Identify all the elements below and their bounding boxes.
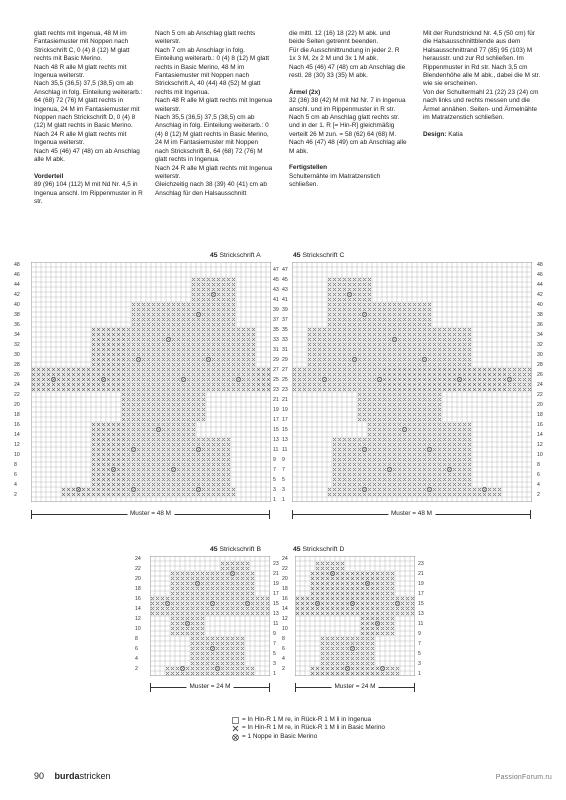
row-number: 4	[14, 481, 17, 488]
row-number: 13	[418, 610, 424, 617]
text-column-1	[34, 30, 144, 207]
row-number: 21	[273, 570, 279, 577]
row-number: 16	[135, 595, 141, 602]
row-number: 28	[537, 361, 543, 368]
row-number: 15	[418, 600, 424, 607]
row-number: 2	[14, 491, 17, 498]
row-number: 14	[135, 605, 141, 612]
row-number: 11	[282, 446, 288, 453]
paragraph: 32 (36) 38 (42) M mit Nd Nr. 7 in Ingenua anschl. und im Rippenmuster in R str.	[289, 97, 406, 113]
page-footer	[34, 771, 111, 781]
row-number: 1	[273, 496, 276, 503]
row-number: 25	[282, 376, 288, 383]
row-number: 2	[135, 665, 138, 672]
row-number: 12	[537, 441, 543, 448]
row-number: 5	[273, 476, 276, 483]
row-number: 9	[282, 456, 285, 463]
row-number: 10	[537, 451, 543, 458]
row-number: 12	[14, 441, 20, 448]
row-number: 28	[14, 361, 20, 368]
cross-icon	[232, 725, 239, 732]
row-number: 18	[135, 585, 141, 592]
chart-title-b: 45 Strickschrift B	[210, 546, 261, 553]
row-number: 32	[537, 341, 543, 348]
stitch-grid	[295, 556, 415, 676]
row-number: 9	[418, 630, 421, 637]
row-number: 10	[135, 625, 141, 632]
row-number: 40	[14, 301, 20, 308]
row-number: 34	[14, 331, 20, 338]
text-column-4	[423, 30, 545, 139]
row-number: 29	[273, 356, 279, 363]
stitch-grid	[150, 556, 270, 676]
row-number: 7	[282, 466, 285, 473]
row-number: 19	[273, 580, 279, 587]
chart-legend	[232, 716, 385, 741]
row-number: 1	[418, 670, 421, 677]
row-number: 38	[14, 311, 20, 318]
row-number: 16	[14, 421, 20, 428]
row-number: 47	[273, 266, 279, 273]
row-number: 8	[537, 461, 540, 468]
row-number: 4	[135, 655, 138, 662]
row-number: 10	[14, 451, 20, 458]
row-number: 16	[282, 595, 288, 602]
knitting-chart-b	[150, 556, 270, 676]
row-number: 45	[273, 276, 279, 283]
row-number: 15	[273, 426, 279, 433]
row-number: 16	[537, 421, 543, 428]
row-number: 35	[282, 326, 288, 333]
row-number: 23	[273, 386, 279, 393]
row-number: 6	[14, 471, 17, 478]
row-number: 41	[273, 296, 279, 303]
design-name: Katia	[448, 130, 463, 138]
row-number: 6	[282, 645, 285, 652]
row-number: 14	[282, 605, 288, 612]
row-number: 44	[537, 281, 543, 288]
row-number: 47	[282, 266, 288, 273]
row-number: 4	[537, 481, 540, 488]
row-number: 42	[537, 291, 543, 298]
row-number: 6	[537, 471, 540, 478]
row-number: 39	[273, 306, 279, 313]
row-number: 43	[282, 286, 288, 293]
stitch-grid	[292, 262, 532, 502]
chart-title-c: 45 Strickschrift C	[293, 252, 345, 259]
paragraph: Nach 24 R alle M glatt rechts mit Ingenua weiterstr.	[155, 164, 273, 180]
repeat-indicator-b	[150, 683, 270, 693]
paragraph: Nach 48 R alle M glatt rechts mit Ingenua weiterstr.	[155, 97, 273, 113]
design-credit	[423, 131, 545, 139]
row-number: 5	[418, 650, 421, 657]
section-heading-aermel: Ärmel (2x)	[289, 88, 321, 96]
row-number: 9	[273, 630, 276, 637]
row-number: 8	[135, 635, 138, 642]
watermark: PassionForum.ru	[495, 774, 552, 781]
row-number: 18	[14, 411, 20, 418]
knitting-chart-d	[295, 556, 415, 676]
row-number: 30	[537, 351, 543, 358]
row-number: 14	[14, 431, 20, 438]
row-number: 45	[282, 276, 288, 283]
section-heading-vorderteil: Vorderteil	[34, 172, 64, 180]
paragraph: Nach 46 (47) 48 (49) cm ab Anschlag alle M abk.	[289, 139, 407, 155]
row-number: 31	[282, 346, 288, 353]
repeat-label: Muster = 24 M	[331, 683, 378, 691]
row-number: 26	[14, 371, 20, 378]
design-label: Design:	[423, 130, 447, 138]
legend-item-basic-merino: = In Hin-R 1 M re, in Rück-R 1 M li in Basic Merino	[232, 724, 385, 732]
row-number: 20	[14, 401, 20, 408]
row-number: 24	[135, 555, 141, 562]
row-number: 23	[418, 560, 424, 567]
row-number: 17	[273, 590, 279, 597]
paragraph: Von der Schultermahl 21 (22) 23 (24) cm nach links und rechts messen und die Ärmel annähen. Seiten- und Ärmelnähte im Matratzenstich schließen.	[423, 88, 539, 122]
row-number: 15	[282, 426, 288, 433]
row-number: 3	[418, 660, 421, 667]
row-number: 23	[282, 386, 288, 393]
legend-item-noppe: = 1 Noppe in Basic Merino	[232, 733, 385, 741]
row-number: 3	[273, 486, 276, 493]
row-number: 1	[282, 496, 285, 503]
repeat-indicator-d	[295, 683, 415, 693]
paragraph: Für die Ausschnittrundung in jeder 2. R 1x 3 M, 2x 2 M und 3x 1 M abk.	[289, 46, 400, 63]
row-number: 18	[537, 411, 543, 418]
repeat-label: Muster = 24 M	[186, 683, 233, 691]
row-number: 13	[273, 610, 279, 617]
row-number: 25	[273, 376, 279, 383]
row-number: 29	[282, 356, 288, 363]
paragraph: Gleichzeitig nach 38 (39) 40 (41) cm ab Anschlag für den Halsausschnitt	[155, 181, 267, 197]
row-number: 22	[282, 565, 288, 572]
paragraph: glatt rechts mit Ingenua, 48 M im Fantasiemuster mit Noppen nach Strickschrift C, 0 (4) 8 (12) M glatt rechts mit Basic Merino.	[34, 30, 130, 63]
row-number: 48	[14, 261, 20, 268]
brand-logo-rest: stricken	[79, 771, 111, 781]
row-number: 40	[537, 301, 543, 308]
row-number: 39	[282, 306, 288, 313]
row-number: 34	[537, 331, 543, 338]
row-number: 22	[14, 391, 20, 398]
row-number: 4	[282, 655, 285, 662]
row-number: 5	[282, 476, 285, 483]
row-number: 27	[282, 366, 288, 373]
paragraph: Schulternähte im Matratzenstich schließen.	[289, 172, 381, 189]
circled-cross-icon	[232, 734, 239, 741]
row-number: 17	[282, 416, 288, 423]
row-number: 44	[14, 281, 20, 288]
row-number: 26	[537, 371, 543, 378]
row-number: 21	[282, 396, 288, 403]
row-number: 35	[273, 326, 279, 333]
row-number: 33	[282, 336, 288, 343]
row-number: 13	[273, 436, 279, 443]
row-number: 22	[135, 565, 141, 572]
row-number: 30	[14, 351, 20, 358]
row-number: 46	[14, 271, 20, 278]
row-number: 41	[282, 296, 288, 303]
row-number: 21	[418, 570, 424, 577]
chart-title-a: 45 Strickschrift A	[210, 252, 261, 259]
page-number: 90	[34, 771, 45, 781]
row-number: 20	[537, 401, 543, 408]
text-column-2	[155, 30, 273, 198]
row-number: 2	[282, 665, 285, 672]
row-number: 5	[273, 650, 276, 657]
row-number: 7	[418, 640, 421, 647]
row-number: 3	[282, 486, 285, 493]
row-number: 24	[282, 555, 288, 562]
empty-square-icon	[232, 717, 239, 724]
row-number: 24	[14, 381, 20, 388]
row-number: 10	[282, 625, 288, 632]
row-number: 23	[273, 560, 279, 567]
row-number: 6	[135, 645, 138, 652]
row-number: 20	[135, 575, 141, 582]
row-number: 12	[282, 615, 288, 622]
row-number: 19	[282, 406, 288, 413]
paragraph: Nach 48 R alle M glatt rechts mit Ingenua weiterstr.	[34, 63, 127, 80]
repeat-label: Muster = 48 M	[388, 510, 435, 518]
row-number: 32	[14, 341, 20, 348]
row-number: 19	[273, 406, 279, 413]
paragraph: 89 (96) 104 (112) M mit Nd Nr. 4,5 in Ingenua anschl. Im Rippenmuster in R str.	[34, 181, 143, 206]
row-number: 33	[273, 336, 279, 343]
row-number: 17	[273, 416, 279, 423]
row-number: 2	[537, 491, 540, 498]
row-number: 7	[273, 640, 276, 647]
row-number: 43	[273, 286, 279, 293]
row-number: 14	[537, 431, 543, 438]
row-number: 1	[273, 670, 276, 677]
repeat-indicator-a	[31, 510, 270, 520]
paragraph: Nach 35,5 (36,5) 37,5 (38,5) cm ab Anschlag in folg. Einteilung weiterarb.: 64 (68) 72 (76) M glatt rechts in Ingenua, 24 M im Fantasiemuster mit Noppen nach Strickschrift D, 0 (4) 8 (12) M glatt rechts in Basic Merino. Nach 24 R alle M glatt rechts mit Ingenua weiterstr.	[34, 80, 143, 147]
paragraph: Nach 5 cm ab Anschlag glatt rechts weiterstr.	[155, 30, 256, 46]
legend-item-ingenua: = In Hin-R 1 M re, in Rück-R 1 M li in Ingenua	[232, 716, 385, 724]
paragraph: Nach 45 (46) 47 (48) cm ab Anschlag alle M abk.	[34, 147, 140, 164]
row-number: 20	[282, 575, 288, 582]
row-number: 36	[537, 321, 543, 328]
repeat-indicator-c	[292, 510, 531, 520]
row-number: 9	[273, 456, 276, 463]
knitting-chart-a	[31, 262, 271, 502]
row-number: 27	[273, 366, 279, 373]
brand-logo-bold: burda	[54, 771, 80, 781]
section-heading-fertigstellen: Fertigstellen	[289, 164, 327, 172]
row-number: 8	[14, 461, 17, 468]
paragraph: Mit der Rundstricknd Nr. 4,5 (50 cm) für die Halsausschnittblende aus dem Halsausschnittrand 77 (85) 95 (103) M herausstr. und zur Rd schließen. Im Rippenmuster in Rd str. Nach 3,5 cm Blendenhöhe alle M abk., dabei die M str. wie sie erscheinen.	[423, 30, 541, 88]
row-number: 19	[418, 580, 424, 587]
paragraph: die mittl. 12 (16) 18 (22) M abk. und beide Seiten getrennt beenden.	[289, 30, 391, 46]
row-number: 36	[14, 321, 20, 328]
repeat-label: Muster = 48 M	[127, 510, 174, 518]
knitting-chart-c	[292, 262, 532, 502]
row-number: 17	[418, 590, 424, 597]
row-number: 42	[14, 291, 20, 298]
row-number: 24	[537, 381, 543, 388]
paragraph: Nach 35,5 (36,5) 37,5 (38,5) cm ab Anschlag in folg. Einteilung weiterarb.: 0 (4) 8 (12) M glatt rechts in Basic Merino, 24 M im Fantasiemuster mit Noppen nach Strickschrift B, 64 (68) 72 (76) M glatt rechts in Ingenua.	[155, 114, 269, 164]
row-number: 7	[273, 466, 276, 473]
text-column-3	[289, 30, 407, 190]
row-number: 12	[135, 615, 141, 622]
row-number: 37	[282, 316, 288, 323]
row-number: 38	[537, 311, 543, 318]
row-number: 11	[273, 620, 279, 627]
row-number: 8	[282, 635, 285, 642]
row-number: 18	[282, 585, 288, 592]
row-number: 31	[273, 346, 279, 353]
row-number: 21	[273, 396, 279, 403]
row-number: 22	[537, 391, 543, 398]
paragraph: Nach 7 cm ab Anschlagr in folg. Einteilung weiterarb.: 0 (4) 8 (12) M glatt rechts in Basic Merino, 48 M im Fantasiemuster mit Noppen nach Strickschrift A, 40 (44) 48 (52) M glatt rechts mit Ingenua.	[155, 46, 270, 96]
row-number: 13	[282, 436, 288, 443]
row-number: 11	[418, 620, 424, 627]
row-number: 37	[273, 316, 279, 323]
paragraph: Nach 5 cm ab Anschlag glatt rechts str. und in der 1. R [= Hin-R] gleichmäßig verteilt 26 M zun. = 58 (62) 64 (68) M.	[289, 114, 400, 138]
paragraph: Nach 45 (46) 47 (48) cm ab Anschlag die restl. 28 (30) 33 (35) M abk.	[289, 63, 406, 80]
row-number: 3	[273, 660, 276, 667]
chart-title-d: 45 Strickschrift D	[293, 546, 345, 553]
row-number: 46	[537, 271, 543, 278]
row-number: 15	[273, 600, 279, 607]
stitch-grid	[31, 262, 271, 502]
row-number: 11	[273, 446, 279, 453]
row-number: 48	[537, 261, 543, 268]
